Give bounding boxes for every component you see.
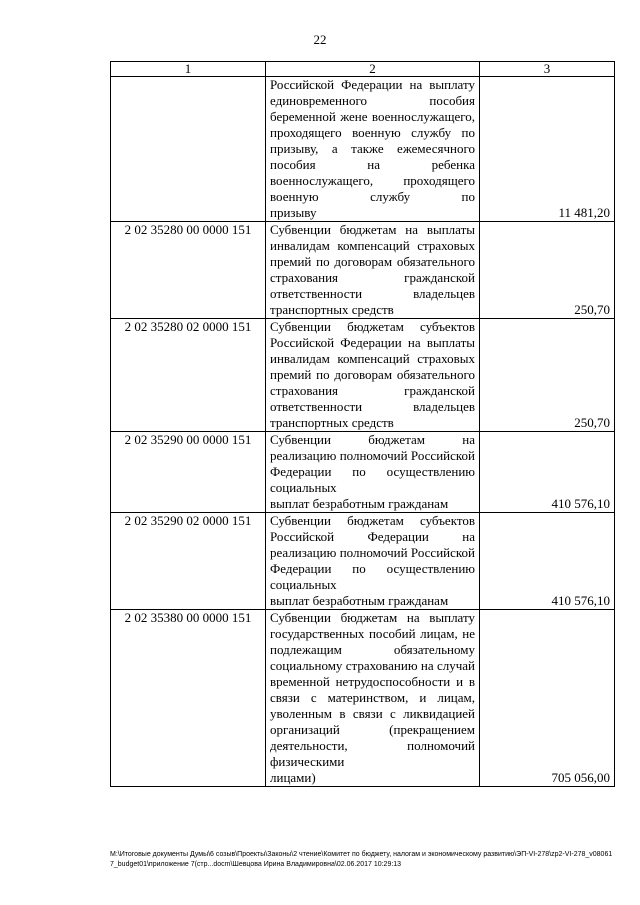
row-code: 2 02 35280 00 0000 151 [111,222,266,319]
row-description: Субвенции бюджетам субъектов Российской Федерации на выплаты инвалидам компенсаций страховых премий по договорам обязательного страхования гражданской ответственности владельцев транспортных средств [266,319,480,432]
header-col-1: 1 [111,62,266,77]
row-amount: 705 056,00 [480,610,615,787]
row-code [111,77,266,222]
row-code: 2 02 35380 00 0000 151 [111,610,266,787]
row-description: Субвенции бюджетам на выплаты инвалидам компенсаций страховых премий по договорам обязательного страхования гражданской ответственности владельцев транспортных средств [266,222,480,319]
budget-table [110,61,615,787]
header-col-3: 3 [480,62,615,77]
row-description: Субвенции бюджетам субъектов Российской Федерации на реализацию полномочий Российской Федерации по осуществлению социальных выплат безработным гражданам [266,513,480,610]
row-description: Субвенции бюджетам на реализацию полномочий Российской Федерации по осуществлению социальных выплат безработным гражданам [266,432,480,513]
table-row [111,222,615,319]
table-row [111,610,615,787]
row-amount: 410 576,10 [480,432,615,513]
row-amount: 11 481,20 [480,77,615,222]
table-row [111,513,615,610]
row-amount: 410 576,10 [480,513,615,610]
table-header-row [111,62,615,77]
row-code: 2 02 35290 00 0000 151 [111,432,266,513]
page-number: 22 [313,32,327,47]
table-row [111,77,615,222]
table-row [111,432,615,513]
table-row [111,319,615,432]
footer-file-path: М:\Итоговые документы Думы\6 созыв\Проекты\Законы\2 чтение\Комитет по бюджету, налогам и экономическому развитию\ЭП-VI-278\zp2-VI-278_v080617_budget01\приложение 7(стр...docm\Шевцова Ирина Владимировна\02.06.2017 10:29:13 [110,851,613,868]
row-code: 2 02 35290 02 0000 151 [111,513,266,610]
header-col-2: 2 [266,62,480,77]
row-description: Российской Федерации на выплату единовременного пособия беременной жене военнослужащего, проходящего военную службу по призыву, а также ежемесячного пособия на ребенка военнослужащего, проходящего военную службу по призыву [266,77,480,222]
row-amount: 250,70 [480,222,615,319]
row-amount: 250,70 [480,319,615,432]
row-code: 2 02 35280 02 0000 151 [111,319,266,432]
row-description: Субвенции бюджетам на выплату государственных пособий лицам, не подлежащим обязательному социальному страхованию на случай временной нетрудоспособности и в связи с материнством, и лицам, уволенным в связи с ликвидацией организаций (прекращением деятельности, полномочий физическими лицами) [266,610,480,787]
